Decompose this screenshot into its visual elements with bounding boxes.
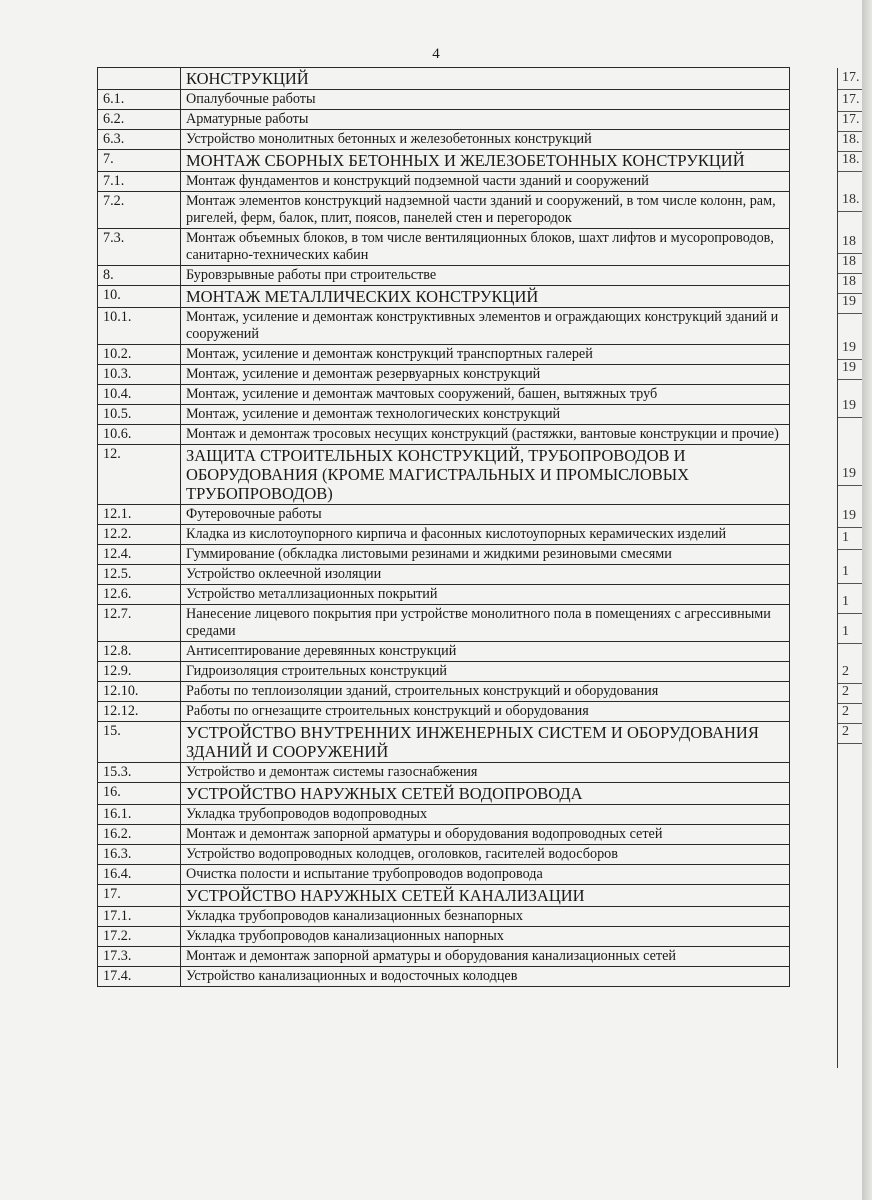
work-description: Гидроизоляция строительных конструкций xyxy=(181,662,790,682)
table-row xyxy=(98,565,790,585)
work-description: Арматурные работы xyxy=(181,110,790,130)
row-number: 16.2. xyxy=(98,825,181,845)
next-page-number: 19 xyxy=(842,340,856,355)
table-row xyxy=(98,722,790,763)
work-description: Монтаж, усиление и демонтаж резервуарных конструкций xyxy=(181,365,790,385)
row-number: 10.6. xyxy=(98,425,181,445)
table-row xyxy=(98,885,790,907)
row-number: 12.7. xyxy=(98,605,181,642)
table-row xyxy=(98,505,790,525)
next-page-number: 17. xyxy=(842,92,860,107)
next-page-number: 18 xyxy=(842,254,856,269)
next-page-number: 19 xyxy=(842,466,856,481)
work-description: Очистка полости и испытание трубопроводов водопровода xyxy=(181,865,790,885)
row-number: 16. xyxy=(98,783,181,805)
row-number: 6.1. xyxy=(98,90,181,110)
work-description: Устройство водопроводных колодцев, оголовков, гасителей водосборов xyxy=(181,845,790,865)
table-row xyxy=(98,68,790,90)
table-row xyxy=(98,286,790,308)
next-page-number: 19 xyxy=(842,294,856,309)
work-description: Монтаж элементов конструкций надземной части зданий и сооружений, в том числе колонн, рам, ригелей, ферм, балок, плит, поясов, панелей стен и перегородок xyxy=(181,192,790,229)
work-description: Укладка трубопроводов канализационных напорных xyxy=(181,927,790,947)
table-row xyxy=(98,927,790,947)
row-number: 15.3. xyxy=(98,763,181,783)
next-page-number: 1 xyxy=(842,594,849,609)
work-description: Монтаж и демонтаж запорной арматуры и оборудования канализационных сетей xyxy=(181,947,790,967)
work-description: Монтаж фундаментов и конструкций подземной части зданий и сооружений xyxy=(181,172,790,192)
row-number: 16.4. xyxy=(98,865,181,885)
table-row xyxy=(98,662,790,682)
table-row xyxy=(98,702,790,722)
table-row xyxy=(98,865,790,885)
work-description: Монтаж, усиление и демонтаж технологических конструкций xyxy=(181,405,790,425)
row-number: 12.1. xyxy=(98,505,181,525)
row-number: 12.2. xyxy=(98,525,181,545)
work-description: Кладка из кислотоупорного кирпича и фасонных кислотоупорных керамических изделий xyxy=(181,525,790,545)
work-description: Укладка трубопроводов канализационных безнапорных xyxy=(181,907,790,927)
work-description: Укладка трубопроводов водопроводных xyxy=(181,805,790,825)
table-row xyxy=(98,642,790,662)
work-description: Работы по огнезащите строительных конструкций и оборудования xyxy=(181,702,790,722)
section-title: МОНТАЖ МЕТАЛЛИЧЕСКИХ КОНСТРУКЦИЙ xyxy=(181,286,790,308)
next-page-number: 18 xyxy=(842,234,856,249)
section-title: УСТРОЙСТВО НАРУЖНЫХ СЕТЕЙ ВОДОПРОВОДА xyxy=(181,783,790,805)
row-number: 10.4. xyxy=(98,385,181,405)
work-description: Антисептирование деревянных конструкций xyxy=(181,642,790,662)
table-row xyxy=(98,405,790,425)
table-row xyxy=(98,365,790,385)
next-page-number: 18. xyxy=(842,192,860,207)
row-number: 12.6. xyxy=(98,585,181,605)
work-description: Нанесение лицевого покрытия при устройстве монолитного пола в помещениях с агрессивными средами xyxy=(181,605,790,642)
row-number: 6.2. xyxy=(98,110,181,130)
work-description: Монтаж, усиление и демонтаж конструкций транспортных галерей xyxy=(181,345,790,365)
next-page-number: 2 xyxy=(842,684,849,699)
row-number: 12.5. xyxy=(98,565,181,585)
row-number: 12.8. xyxy=(98,642,181,662)
next-page-number: 1 xyxy=(842,624,849,639)
section-title: КОНСТРУКЦИЙ xyxy=(181,68,790,90)
next-page-number: 2 xyxy=(842,704,849,719)
table-row xyxy=(98,425,790,445)
table-row xyxy=(98,545,790,565)
work-description: Монтаж, усиление и демонтаж конструктивных элементов и ограждающих конструкций зданий и сооружений xyxy=(181,308,790,345)
section-title: УСТРОЙСТВО ВНУТРЕННИХ ИНЖЕНЕРНЫХ СИСТЕМ И ОБОРУДОВАНИЯ ЗДАНИЙ И СООРУЖЕНИЙ xyxy=(181,722,790,763)
table-row xyxy=(98,947,790,967)
work-description: Монтаж, усиление и демонтаж мачтовых сооружений, башен, вытяжных труб xyxy=(181,385,790,405)
row-number: 17.1. xyxy=(98,907,181,927)
next-page-number: 19 xyxy=(842,398,856,413)
work-description: Устройство металлизационных покрытий xyxy=(181,585,790,605)
table-row xyxy=(98,763,790,783)
row-number: 15. xyxy=(98,722,181,763)
row-number: 7.3. xyxy=(98,229,181,266)
next-page-number: 18 xyxy=(842,274,856,289)
table-row xyxy=(98,90,790,110)
next-page-number: 18. xyxy=(842,132,860,147)
section-title: ЗАЩИТА СТРОИТЕЛЬНЫХ КОНСТРУКЦИЙ, ТРУБОПРОВОДОВ И ОБОРУДОВАНИЯ (КРОМЕ МАГИСТРАЛЬНЫХ И ПРОМЫСЛОВЫХ ТРУБОПРОВОДОВ) xyxy=(181,445,790,505)
table-row xyxy=(98,585,790,605)
row-number: 16.1. xyxy=(98,805,181,825)
row-number: 10.1. xyxy=(98,308,181,345)
table-row xyxy=(98,825,790,845)
row-number: 16.3. xyxy=(98,845,181,865)
table-row xyxy=(98,525,790,545)
next-page-number: 17. xyxy=(842,112,860,127)
table-row xyxy=(98,805,790,825)
next-page-number: 1 xyxy=(842,530,849,545)
table-row xyxy=(98,150,790,172)
row-number: 7. xyxy=(98,150,181,172)
work-description: Устройство монолитных бетонных и железобетонных конструкций xyxy=(181,130,790,150)
row-number: 12.10. xyxy=(98,682,181,702)
work-description: Буровзрывные работы при строительстве xyxy=(181,266,790,286)
next-page-number: 2 xyxy=(842,724,849,739)
work-description: Футеровочные работы xyxy=(181,505,790,525)
table-row xyxy=(98,266,790,286)
work-types-table xyxy=(97,67,790,987)
row-number: 8. xyxy=(98,266,181,286)
table-row xyxy=(98,308,790,345)
row-number: 7.1. xyxy=(98,172,181,192)
table-row xyxy=(98,967,790,987)
work-description: Устройство канализационных и водосточных колодцев xyxy=(181,967,790,987)
work-description: Устройство и демонтаж системы газоснабжения xyxy=(181,763,790,783)
table-row xyxy=(98,783,790,805)
row-number: 17. xyxy=(98,885,181,907)
table-row xyxy=(98,172,790,192)
work-description: Монтаж и демонтаж тросовых несущих конструкций (растяжки, вантовые конструкции и прочие) xyxy=(181,425,790,445)
row-number: 17.4. xyxy=(98,967,181,987)
row-number: 10.3. xyxy=(98,365,181,385)
next-page-number: 17. xyxy=(842,70,860,85)
work-description: Устройство оклеечной изоляции xyxy=(181,565,790,585)
next-page-number: 19 xyxy=(842,360,856,375)
page-number: 4 xyxy=(432,46,440,62)
table-row xyxy=(98,682,790,702)
section-title: МОНТАЖ СБОРНЫХ БЕТОННЫХ И ЖЕЛЕЗОБЕТОННЫХ КОНСТРУКЦИЙ xyxy=(181,150,790,172)
table-row xyxy=(98,385,790,405)
section-title: УСТРОЙСТВО НАРУЖНЫХ СЕТЕЙ КАНАЛИЗАЦИИ xyxy=(181,885,790,907)
table-row xyxy=(98,345,790,365)
next-page-number: 19 xyxy=(842,508,856,523)
row-number: 10. xyxy=(98,286,181,308)
row-number: 17.2. xyxy=(98,927,181,947)
table-row xyxy=(98,845,790,865)
row-number: 10.5. xyxy=(98,405,181,425)
row-number: 6.3. xyxy=(98,130,181,150)
table-row xyxy=(98,445,790,505)
table-row xyxy=(98,192,790,229)
table-row xyxy=(98,130,790,150)
next-page-number: 2 xyxy=(842,664,849,679)
next-page-number: 1 xyxy=(842,564,849,579)
row-number: 10.2. xyxy=(98,345,181,365)
row-number: 12.4. xyxy=(98,545,181,565)
work-description: Работы по теплоизоляции зданий, строительных конструкций и оборудования xyxy=(181,682,790,702)
table-row xyxy=(98,907,790,927)
row-number: 12. xyxy=(98,445,181,505)
row-number xyxy=(98,68,181,90)
table-row xyxy=(98,229,790,266)
work-description: Гуммирование (обкладка листовыми резинами и жидкими резиновыми смесями xyxy=(181,545,790,565)
next-page-number: 18. xyxy=(842,152,860,167)
row-number: 12.9. xyxy=(98,662,181,682)
row-number: 17.3. xyxy=(98,947,181,967)
table-row xyxy=(98,110,790,130)
table-row xyxy=(98,605,790,642)
work-description: Опалубочные работы xyxy=(181,90,790,110)
row-number: 7.2. xyxy=(98,192,181,229)
work-description: Монтаж объемных блоков, в том числе вентиляционных блоков, шахт лифтов и мусоропроводов, санитарно-технических кабин xyxy=(181,229,790,266)
work-description: Монтаж и демонтаж запорной арматуры и оборудования водопроводных сетей xyxy=(181,825,790,845)
page-fold-shadow xyxy=(862,0,872,1200)
row-number: 12.12. xyxy=(98,702,181,722)
